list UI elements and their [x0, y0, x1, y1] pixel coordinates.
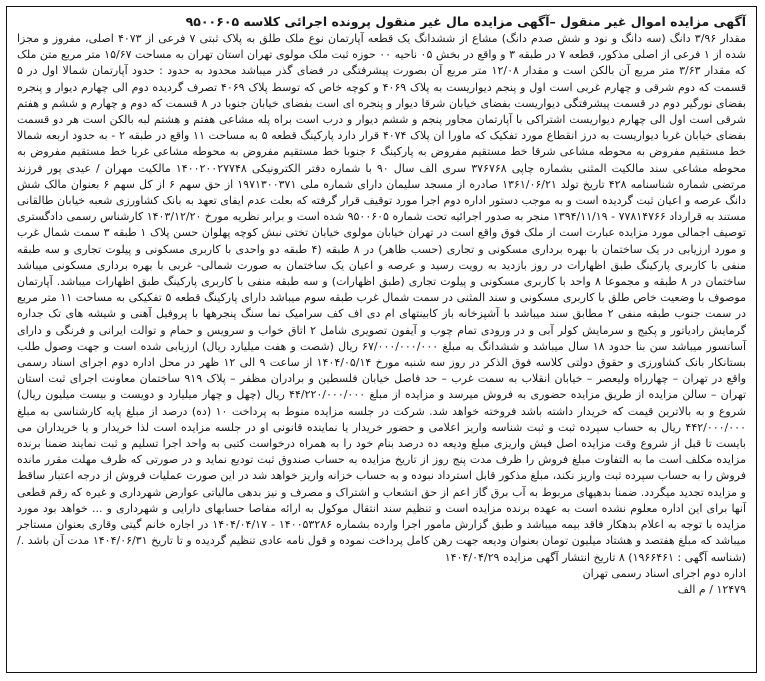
issuing-office: اداره دوم اجرای اسناد رسمی تهران — [582, 566, 746, 580]
auction-notice — [6, 6, 757, 673]
notice-title: آگهی مزایده اموال غیر منقول –آگهی مزایده مال غیر منقول پرونده اجرائی کلاسه ۹۵۰۰۶۰۵ — [185, 14, 746, 29]
notice-body: مقدار ۳/۹۶ دانگ (سه دانگ و نود و شش صدم دانگ) مشاع از ششدانگ یک قطعه آپارتمان نوع ملک طلق به پلاک ثبتی ۷ فرعی از ۴۰۷۳ اصلی، مفروز و مجزا شده از ۱ فرعی از اصلی مذکور، قطعه ۷ در طبقه ۳ و واقع در بخش ۰۵ ناحیه ۰۰ حوزه ثبت ملک مولوی تهران استان تهران به مساحت ۱۵/۶۷ متر مربع متن ملک که مقدار ۳/۶۳ متر مربع آن بالکن است و مقدار ۱۲/۰۸ متر مربع آن بصورت پیشرفتگی در فضای گذر میباشد محدود به حدود : حدود آپارتمان شمالا اول در ۵ قسمت که دوم شرقی و چهارم غربی است اول و پنجم دیواریست به پلاک ۴۰۶۹ و کوچه خاص که توسط پلاک ۴۰۶۹ تصرف گردیده دوم الی چهارم دیوار و پنجره بفضای نورگیر دوم در قسمت پیشرفتگی دیواریست بفضای خیابان شرقا دیوار و پنجره ای است بفضای خیابان جنوبا در ۸ قسمت که دوم و چهارم و ششم و هفتم شرقی است اول الی چهارم دیواریست اشتراکی با آپارتمان مجاور پنجم و ششم دیوار و درب است براه پله مشاعی هفتم و هشتم لبه بالکن است هر دو قسمت بفضای خیابان غربا دیواریست به درز انقطاع مورد تفکیک که ماورا ان پلاک ۴۰۷۴ قرار دارد پارکینگ قطعه ۵ به مساحت ۱۱ واقع در طبقه ۲ - به حدود اربعه شمالا خط مستقیم مفروض به محوطه مشاعی شرقا خط مستقیم مفروض به پارکینگ ۶ جنوبا خط مستقیم مفروض به محوطه مشاعی غربا خط مستقیم مفروض به محوطه مشاعی سند مالکیت المثنی بشماره چاپی ۳۷۶۷۶۸ سری الف سال ۹۰ با شماره دفتر الکترونیکی ۱۴۰۰۲۰۰۲۷۷۴۸ مالکیت مهران / عیدی پور فرزند مرتضی شماره شناسنامه ۴۲۸ تاریخ تولد ۱۳۶۱/۰۶/۲۱ صادره از مسجد سلیمان دارای شماره ملی ۱۹۷۱۳۰۰۳۷۱ از حق سهم ۶ از کل سهم ۶ بعنوان مالک شش دانگ عرصه و اعیان ثبت گردیده است و به موجب دستور اداره دوم اجرا مورد توقیف قرار گرفته که بعلت عدم ایفای تعهد به بانک کشاورزی شعبه خیابان طالقانی مستند به قرارداد ۷۷۸۱۴۷۶۶ - ۱۳۹۴/۱۱/۱۹ منجر به صدور اجرائیه تحت شماره ۹۵۰۰۶۰۵ شده است و برابر نظریه مورخ ۱۴۰۳/۱۲/۲۰ کارشناس رسمی دادگستری توصیف اجمالی مورد مزایده عبارت است از ملک فوق واقع است در تهران خیابان مولوی خیابان تختی نبش کوچه پهلوان حسن پلاک ۱ طبقه ۳ سمت شمال غرب و مورد ارزیابی در یک ساختمان با بهره برداری مسکونی و تجاری (حسب ظاهر) در ۸ طبقه (۴ طبقه دو واحدی با کاربری مسکونی و پیلوت تجاری و سه طبقه منفی با کاربری پارکینگ طبق اظهارات در روز بازدید به رویت رسید و عرصه و اعیان یک ساختمان به صورت شمالی- غربی با بهره برداری مسکونی میباشد ساختمان در ۸ طبقه و مجموعا ۸ واحد با کاربری مسکونی و پیلوت تجاری (طبق اظهارات) و سه طبقه منفی با کاربری پارکینگ طبق اظهارات میباشد. آپارتمان موصوف با وضعیت خاص طلق با کاربری مسکونی و سند المثنی در سمت شمال غرب طبقه سوم میباشد دارای پارکینگ قطعه ۵ تفکیکی به مساحت ۱۱ متر مربع در سمت جنوب طبقه منفی ۲ مطابق سند میباشد با آشپزخانه باز کابینتهای ام دی اف کف سرامیک نما سنگ پنجرهها با پروفیل آهنی و شیشه های تک جداره گرمایش رادیاتور و پکیج و سرمایش کولر آبی و در ورودی تمام چوب و آیفون تصویری شامل ۲ اتاق خواب و سرویس و حمام و توالت ایرانی و فرنگی و دارای آسانسور میباشد سن بنا حدود ۱۸ سال میباشد و ششدانگ به مبلغ ۶۷/۰۰۰/۰۰۰/۰۰۰ ریال (شصت و هفت میلیارد ریال) ارزیابی شده است و جهت وصول طلب بستانکار بانک کشاورزی و حقوق دولتی کلاسه فوق الذکر در روز سه شنبه مورخ ۱۴۰۴/۰۵/۱۴ از ساعت ۹ الی ۱۲ ظهر در محل اداره دوم اجرای اسناد رسمی واقع در تهران – چهارراه ولیعصر – خیابان انقلاب به سمت غرب – حد فاصل خیابان فلسطین و برادران مظفر – پلاک ۹۱۹ ساختمان معاونت اجرای ثبت استان تهران – سالن مزایده از طریق مزایده حضوری به فروش میرسد و مزایده از مبلغ ۴۴/۲۲۰/۰۰۰/۰۰۰ ریال (چهل و چهار میلیارد و دویست و بیست میلیون ریال) شروع و به بالاترین قیمت که خریدار داشته باشد فروخته خواهد شد. شرکت در جلسه مزایده منوط به پرداخت ۱۰ (ده) درصد از مبلغ پایه کارشناسی به مبلغ ۴۴۲/۰۰۰/۰۰۰ ریال به حساب سپرده ثبت و ثبت شناسه واریز اعلامی و حضور خریدار یا نماینده قانونی او در جلسه مزایده است لذا خریدار و یا خریداران می بایست تا قبل از شروع وقت مزایده اصل فیش واریزی مبلغ ودیعه ده درصد بنام خود را به همراه درخواست کتبی به واحد اجرا تسلیم و ثبت نمایند ضمنا برنده مزایده مکلف است ما به التفاوت مبلغ فروش را ظرف مدت پنج روز از تاریخ مزایده به حساب صندوق ثبت تودیع نماید و در صورتی که ظرف مهلت مقرر مانده فروش را به حساب سپرده ثبت واریز نکند، مبلغ مذکور قابل استرداد نبوده و به حساب خزانه واریز خواهد شد در این صورت عملیات فروش از درجه اعتبار ساقط و مزایده تجدید میگردد. ضمنا بدهیهای مربوط به آب برق گاز اعم از حق انشعاب و اشتراک و مصرف و نیز بدهی مالیاتی عوارض شهرداری و غیره که رقم قطعی آنها برای این اداره معلوم نشده است به عهده برنده مزایده است و تنظیم سند انتقال موکول به ارائه مفاصا حسابهای دارایی و شهرداری و ... خواهد بود مورد مزایده با توجه به اعلام بدهکار فاقد بیمه میباشد و طبق گزارش مامور اجرا وارده بشماره ۱۴۰۰۵۳۲۸۶ - ۱۴۰۴/۰۴/۱۷ در اجاره خانم گیتی وقاری بعنوان مستاجر میباشد که مبلغ هفتصد و هشتاد میلیون تومان بعنوان ودیعه جهت رهن کامل پرداخت نموده و قول نامه عادی تنظیم گردیده و تا تاریخ ۱۴۰۴/۰۶/۳۱ مدت آن باشد ./ (شناسه آگهی : ۱۹۶۶۴۶۱) ۸ تاریخ انتشار آگهی مزایده ۱۴۰۴/۰۴/۲۹ — [17, 32, 747, 564]
notice-footer — [17, 566, 746, 582]
reference-number: ۱۲۴۷۹ / م الف — [677, 582, 746, 596]
